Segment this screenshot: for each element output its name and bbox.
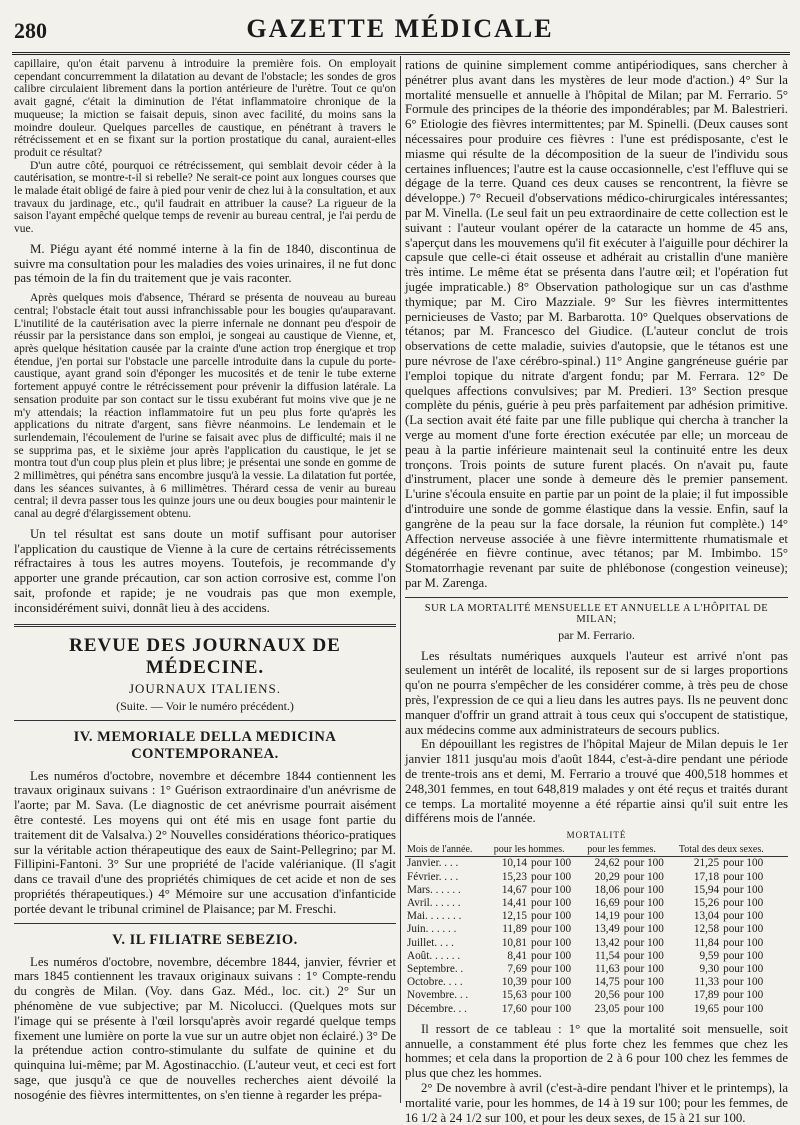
table-cell: pour 100	[723, 1002, 764, 1015]
table-cell: 19,65	[693, 1002, 720, 1015]
table-cell: 15,94	[693, 883, 720, 896]
paragraph: Un tel résultat est sans doute un motif suffisant pour autoriser l'application du caustique de Vienne à la cure de certains rétrécissements réfractaires à tous les autres moyens. Toutefois, je recommande d'y apporter une grande précaution, car son action corrosive est, comme l'on sait, profonde et rapide; je ne voudrais pas que mon exemple, inconsidérément suivi, donnât lieu à des accidens.	[14, 526, 396, 615]
table-cell: pour 100	[530, 910, 572, 923]
table-cell: Juin. . . . . .	[407, 923, 457, 936]
table-cell: 9,30	[699, 963, 720, 976]
paragraph: Les résultats numériques auxquels l'auteur est arrivé n'ont pas seulement un intérêt de localité, ils reposent sur de si larges proportions qu'on ne pourra s'empêcher de les considérer comme, à très peu de chose près, l'expression de ce qui a lieu dans les autres pays. Ils ne peuvent donc manquer d'offrir un grand attrait à tous ceux qui s'occupent de statistique, aux médecins comme aux administrateurs de secours publics.	[405, 648, 788, 737]
column-divider	[400, 56, 401, 1103]
table-cell: pour 100	[723, 910, 764, 923]
table-cell: Août. . . . . .	[407, 949, 461, 962]
table-cell: 20,56	[594, 989, 620, 1002]
table-row	[405, 871, 788, 884]
table-cell: pour 100	[723, 897, 764, 910]
paragraph: Les numéros d'octobre, novembre, décembre 1844, janvier, février et mars 1845 contiennent les travaux originaux suivans : 1° Compte-rendu du congrès de Milan. (Voy. dans Gaz. Méd., loc. cit.) 2° Sur un phénomène de vue subjective; par M. Nicolucci. (Quelques mots sur l'image qui se présente à l'œil lorsqu'après avoir regardé quelque temps fixement une lumière on porte la vue sur un autre objet non éclairé.) 3° De la prétendue action contro-stimulante du sulfate de quinine et du quinquina lui-même; par M. Agostinacchio. (L'auteur veut, et ceci est fort sage, que jusqu'à ce que de nouvelles recherches aient dévoilé la nosogénie des fièvres intermittentes, on s'en tienne à regarder les prépa-	[14, 954, 396, 1102]
paragraph: Il ressort de ce tableau : 1° que la mortalité soit mensuelle, soit annuelle, a constamment été plus forte chez les femmes que chez les hommes; et cela dans la proportion de 2 à 6 pour 100 chez les femmes de plus que chez les hommes.	[405, 1021, 788, 1081]
table-cell: pour 100	[623, 883, 664, 896]
running-header: GAZETTE MÉDICALE	[246, 14, 554, 43]
right-column	[405, 58, 788, 1125]
table-cell: Février. . . .	[407, 870, 459, 883]
page-number: 280	[14, 18, 47, 43]
section-title: V. IL FILIATRE SEBEZIO.	[112, 931, 298, 948]
table-cell: pour 100	[530, 989, 572, 1002]
rule	[14, 720, 396, 721]
table-cell: pour 100	[723, 857, 764, 870]
table-cell: pour 100	[530, 936, 572, 949]
table-cell: 15,63	[501, 989, 527, 1002]
table-cell: pour 100	[623, 989, 664, 1002]
table-row	[405, 950, 788, 963]
table-cell: pour 100	[530, 923, 572, 936]
table-row	[405, 857, 788, 871]
table-cell: Juillet. . . .	[407, 936, 454, 949]
table-cell: pour 100	[530, 963, 572, 976]
table-header	[405, 843, 788, 857]
table-cell: pour 100	[623, 923, 664, 936]
table-row	[405, 989, 788, 1002]
table-cell: 17,18	[693, 870, 720, 883]
table-cell: 13,42	[594, 936, 620, 949]
rule	[405, 597, 788, 598]
header-cell: pour les hommes.	[492, 843, 586, 857]
table-cell: 15,26	[693, 897, 720, 910]
table-cell: pour 100	[723, 976, 764, 989]
table-cell: 20,29	[594, 870, 620, 883]
header-cell: Mois de l'année.	[405, 843, 492, 857]
table-cell: pour 100	[623, 976, 664, 989]
table-cell: 12,15	[501, 910, 527, 923]
table-cell: pour 100	[623, 857, 664, 870]
table-cell: pour 100	[530, 976, 572, 989]
mortality-table	[405, 843, 788, 1016]
table-cell: pour 100	[530, 870, 572, 883]
table-cell: pour 100	[530, 857, 572, 870]
table-cell: 13,04	[693, 910, 720, 923]
table-cell: 11,54	[595, 949, 620, 962]
table-cell: 12,58	[693, 923, 720, 936]
table-row	[405, 884, 788, 897]
table-cell: pour 100	[623, 949, 664, 962]
paragraph: M. Piégu ayant été nommé interne à la fin de 1840, discontinua de suivre ma consultation pour les maladies des voies urinaires, il ne fut donc pas témoin de la fin du traitement que je vais raconter.	[14, 241, 396, 286]
revue-title: REVUE DES JOURNAUX DE MÉDECINE.	[69, 634, 341, 678]
table-cell: 17,89	[693, 989, 720, 1002]
table-body	[405, 857, 788, 1016]
table-cell: 13,49	[594, 923, 620, 936]
table-cell: pour 100	[623, 1002, 664, 1015]
table-row	[405, 923, 788, 936]
table-cell: pour 100	[623, 870, 664, 883]
table-cell: pour 100	[530, 949, 572, 962]
paragraph: En dépouillant les registres de l'hôpital Majeur de Milan depuis le 1er janvier 1811 jusqu'au mois d'août 1844, c'est-à-dire pendant une période de trente-trois ans et demi, M. Ferrario a trouvé que 400,518 hommes et 248,301 femmes, en tout 648,819 malades y ont été reçus et traités durant ce temps. La mortalité moyenne a été répartie ainsi qu'il suit entre les différens mois de l'année.	[405, 737, 788, 826]
article-author: par M. Ferrario.	[558, 627, 635, 642]
paragraph: 2° De novembre à avril (c'est-à-dire pendant l'hiver et le printemps), la mortalité varie, pour les hommes, de 14 à 19 sur 100; pour les femmes, de 16 1/2 à 24 1/2 sur 100, et pour les deux sexes, de 15 à 21 sur 100.	[405, 1081, 788, 1125]
table-cell: pour 100	[723, 923, 764, 936]
table-cell: pour 100	[723, 936, 764, 949]
table-cell: 11,89	[502, 923, 527, 936]
table-cell: 10,81	[501, 936, 527, 949]
table-cell: Janvier. . . .	[407, 857, 459, 870]
table-cell: 16,69	[594, 897, 620, 910]
table-cell: pour 100	[723, 949, 764, 962]
rule	[14, 923, 396, 924]
table-cell: 8,41	[507, 949, 527, 962]
table-row	[405, 1003, 788, 1016]
table-cell: 7,69	[507, 963, 527, 976]
table-caption: MORTALITÉ	[566, 830, 627, 841]
table-cell: 17,60	[501, 1002, 527, 1015]
article-title: SUR LA MORTALITÉ MENSUELLE ET ANNUELLE A L'HÔPITAL DE MILAN;	[424, 602, 769, 625]
table-cell: Septembre. .	[407, 963, 464, 976]
table-cell: Mars. . . . . .	[407, 883, 461, 896]
table-cell: pour 100	[723, 883, 764, 896]
table-cell: Novembre. . .	[407, 989, 469, 1002]
table-cell: 14,19	[594, 910, 620, 923]
table-cell: 11,33	[694, 976, 720, 989]
left-column	[14, 58, 396, 1103]
table-cell: Décembre. . .	[407, 1002, 467, 1015]
table-row	[405, 910, 788, 923]
table-cell: 9,59	[699, 949, 720, 962]
section-title: IV. MEMORIALE DELLA MEDICINA CONTEMPORANEA.	[73, 728, 337, 762]
paragraph: Les numéros d'octobre, novembre et décembre 1844 contiennent les travaux originaux suivans : 1° Guérison extraordinaire d'un anévrisme de l'aorte; par M. Sava. (Le diagnostic de cet anévrisme pourrait aisément être contesté. Les moyens qui ont été mis en usage font partie du traitement dit de Valsalva.) 2° Nouvelles considérations théorico-pratiques sur la véritable action thérapeutique des eaux de Saint-Pellegrino; par M. Fillipini-Fantoni. 3° Sur une propriété de l'acide valérianique. (Il s'agit dans ce travail d'une des propriétés chimiques de cet acide et non de ses propriétés thérapeutiques.) 4° Mémoire sur une accusation d'infanticide portée devant le tribunal criminel de Plaisance; par M. Freschi.	[14, 768, 396, 916]
table-cell: 10,39	[501, 976, 527, 989]
paragraph: rations de quinine simplement comme antipériodiques, sans chercher à pénétrer plus avant dans les mystères de leur mode d'action.) 4° Sur la mortalité mensuelle et annuelle à l'hôpital de Milan; par M. Ferrario. 5° Formule des principes de la théorie des impondérables; par M. Balestrieri. 6° Etiologie des fièvres intermittentes; par M. Spinelli. (Deux causes sont nécessaires pour produire ces fièvres : l'une est prédisposante, c'est le miasme qui résulte de la décomposition de la sueur de l'individu sous certaines influences; l'autre est la cause occasionnelle, c'est l'effluve qui se dégage de la terre. Quand ces deux causes se rencontrent, la fièvre se développe.) 7° Recueil d'observations médico-chirurgicales intéressantes; par M. Vinella. (Le seul fait un peu extraordinaire de cette collection est le suivant : l'auteur voulant opérer de la cataracte un homme de 45 ans, s'aperçut dans les mouvemens qu'il fit exécuter à l'aiguille pour déchirer la capsule que celle-ci était osseuse et adhérait au cristallin d'une manière très intime. Le même état se présenta dans l'autre œil; et l'opération fut jugée impraticable.) 8° Observation pathologique sur un cas d'asthme thymique; par M. Ciro Mazziale. 9° Sur les fièvres intermittentes pernicieuses de Vasto; par M. Barbarotta. 10° Quelques observations de tétanos; par M. Francesco del Giudice. (L'auteur conclut de trois observations de cette maladie, suivies d'autopsie, que le tétanos est une pure névrose de l'axe cérébro-spinal.) 11° Angine gangréneuse guérie par l'emploi topique du nitrate d'argent fondu; par M. Ferrara. 12° De quelques affections convulsives; par M. Predieri. 13° Section presque complète du pénis, guérie à peu près parfaitement par adhésion primitive. (La section avait été faite par une fille publique qui chercha à trancher la verge au moment d'une forte érection exécutée par elle; un morceau de peau à la partie inférieure maintenait seul la continuité entre les deux tronçons. Trois points de suture furent placés. On n'avait pu, faute d'instrument, placer une sonde à demeure dès le premier pansement. L'urine s'écoula ensuite en partie par un point de la plaie; il fut impossible d'introduire une sonde de gomme élastique dans la vessie. Enfin, sauf la gangrène de la peau sur la face dorsale, la réunion fut complète.) 14° Affection nerveuse associée à une fièvre intermittente rhumatismale et dégénérée en fièvre continue, avec tétanos; par M. Imbimbo. 15° Stomatorrhagie revenant par suite de phlébonose (congestion veineuse); par M. Zarenga.	[405, 58, 788, 590]
header-cell: pour les femmes.	[585, 843, 677, 857]
table-cell: Mai. . . . . . .	[407, 910, 462, 923]
table-cell: pour 100	[723, 989, 764, 1002]
paragraph: Après quelques mois d'absence, Thérard se présenta de nouveau au bureau central; l'obstacle était tout aussi infranchissable pour les bougies qu'auparavant. L'inutilité de la cautérisation avec la pierre infernale ne donnant peu d'espoir de réussir par la persistance dans son emploi, je songeai au caustique de Vienne, et, après quelque hésitation causée par la crainte d'une action trop énergique et trop étendue, j'en portai sur l'obstacle une parcelle introduite dans la cupule du porte-caustique, ayant grand soin d'éponger les mucosités et de tenir le tube externe fortement appuyé contre le rétrécissement pour prévenir la diffusion latérale. La sensation produite par son contact sur le tissu exubérant fut moins vive que je ne m'y attendais; la réaction inflammatoire fut un peu plus forte qu'après les applications du nitrate d'argent, sans fièvre néanmoins. Le lendemain et le surlendemain, l'écoulement de l'urine se faisait avec plus de difficulté; mais il ne se supprima pas, et le sixième jour après l'application du caustique, le jet se montra tout d'un coup plus plein et plus libre; je présentai une sonde en gomme de 2 millimètres, qui pénétra sans encombre jusqu'à la vessie. La dilatation fut portée, dans les séances suivantes, à 6 millimètres. Thérard cessa de venir au bureau central; il devra passer tous les quinze jours une ou deux bougies pour maintenir le canal au degré d'élargissement obtenu.	[14, 292, 396, 521]
table-cell: 14,67	[501, 883, 527, 896]
table-cell: pour 100	[530, 883, 572, 896]
revue-note: (Suite. — Voir le numéro précédent.)	[116, 698, 294, 713]
table-cell: Avril. . . . . .	[407, 897, 461, 910]
revue-subtitle: JOURNAUX ITALIENS.	[128, 680, 281, 696]
table-cell: pour 100	[623, 963, 664, 976]
table-cell: pour 100	[623, 936, 664, 949]
paragraph: D'un autre côté, pourquoi ce rétrécissement, qui semblait devoir céder à la cautérisation, se montre-t-il si rebelle? Ne serait-ce point aux longues courses que le malade était obligé de faire à pied pour venir de chez lui à la consultation, et aux travaux du jardinage, etc., qu'il faudrait en attribuer la cause? La rigueur de la saison l'ayant empêché quelque temps de revenir au bureau central, je l'ai perdu de vue.	[14, 159, 396, 236]
table-cell: pour 100	[530, 1002, 572, 1015]
table-cell: 23,05	[594, 1002, 620, 1015]
table-cell: 21,25	[693, 857, 720, 870]
table-cell: pour 100	[530, 897, 572, 910]
table-cell: 14,75	[594, 976, 620, 989]
table-cell: 11,63	[595, 963, 620, 976]
section-rule	[14, 624, 396, 627]
table-cell: pour 100	[723, 963, 764, 976]
table-row	[405, 963, 788, 976]
table-cell: 10,14	[501, 857, 527, 870]
table-cell: pour 100	[623, 910, 664, 923]
table-cell: 15,23	[501, 870, 527, 883]
table-row	[405, 897, 788, 910]
header-cell: Total des deux sexes.	[677, 843, 788, 857]
table-cell: Octobre. . . .	[407, 976, 463, 989]
table-cell: 24,62	[594, 857, 620, 870]
table-cell: pour 100	[623, 897, 664, 910]
table-cell: 11,84	[694, 936, 720, 949]
paragraph: capillaire, qu'on était parvenu à introduire la première fois. On employait cependant concurremment la dilatation au devant de l'obstacle; les sondes de gros calibre circulaient librement dans la portion antérieure de l'urètre. Tout ce qu'on avait gagné, c'était la diminution de l'état inflammatoire chronique de la muqueuse; la miction se faisait depuis, sinon avec facilité, du moins sans la moindre douleur. Quelques parcelles de caustique, en pénétrant à travers le rétrécissement et en se fixant sur la portion prostatique du canal, auraient-elles produit ce résultat?	[14, 58, 396, 159]
table-cell: pour 100	[723, 870, 764, 883]
header-rule	[12, 52, 790, 55]
table-cell: 14,41	[501, 897, 527, 910]
table-cell: 18,06	[594, 883, 620, 896]
table-row	[405, 976, 788, 989]
table-row	[405, 937, 788, 950]
